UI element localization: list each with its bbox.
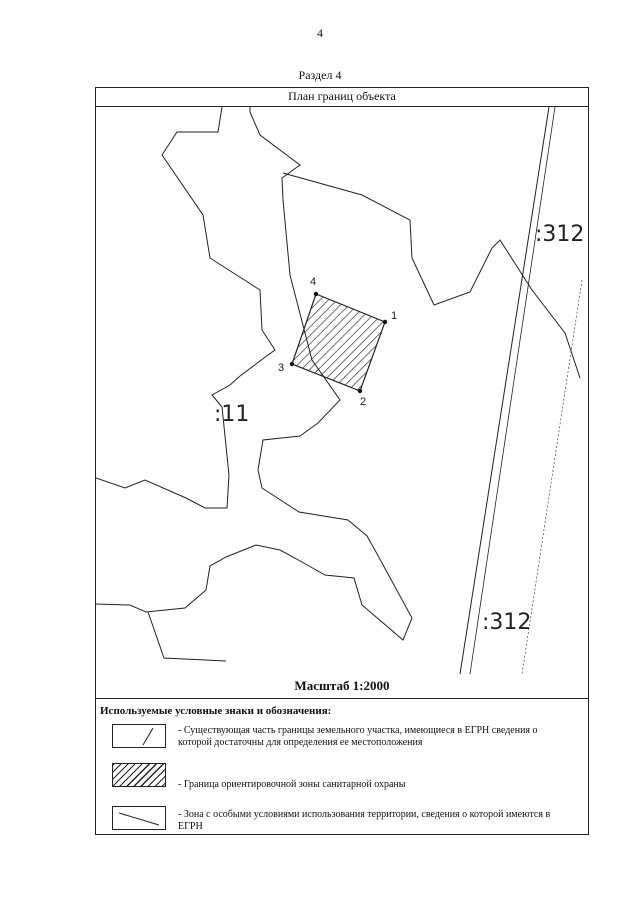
page-number: 4 bbox=[317, 26, 323, 40]
legend-title: Используемые условные знаки и обозначения: bbox=[100, 705, 332, 717]
legend-text-2: - Граница ориентировочной зоны санитарной охраны bbox=[178, 779, 406, 790]
legend-divider bbox=[95, 698, 589, 699]
vertex-point-2 bbox=[358, 389, 362, 393]
zone-line-1 bbox=[460, 107, 549, 674]
vertex-label-1: 1 bbox=[391, 310, 398, 322]
vertex-point-1 bbox=[383, 320, 387, 324]
boundary-map bbox=[96, 107, 588, 675]
zone-line-icon bbox=[113, 807, 165, 829]
parcel-label-312-upper: :312 bbox=[535, 222, 585, 247]
legend-line-swatch bbox=[112, 724, 166, 748]
vertex-label-2: 2 bbox=[360, 396, 367, 408]
vertex-label-4: 4 bbox=[310, 276, 317, 288]
vertex-point-4 bbox=[314, 292, 318, 296]
parcel-label-11: :11 bbox=[214, 402, 250, 427]
parcel-boundary-lower bbox=[148, 612, 226, 661]
legend-text-1: - Существующая часть границы земельного участка, имеющиеся в ЕГРН сведения о которой достаточны для определения ее местоположения bbox=[178, 725, 538, 748]
legend-zone-swatch bbox=[112, 806, 166, 830]
legend-hatch-swatch bbox=[112, 763, 166, 787]
vertex-label-3: 3 bbox=[278, 362, 285, 374]
diagonal-line-icon bbox=[113, 725, 165, 747]
parcel-11-boundary bbox=[96, 107, 275, 508]
parcel-label-312-lower: :312 bbox=[482, 610, 532, 635]
vertex-point-3 bbox=[290, 362, 294, 366]
zone-line-2 bbox=[470, 107, 555, 674]
hatched-object bbox=[292, 294, 385, 391]
map-scale: Масштаб 1:2000 bbox=[294, 678, 390, 693]
section-title: Раздел 4 bbox=[298, 68, 342, 82]
legend-text-3: - Зона с особыми условиями использования территории, сведения о которой имеются в ЕГРН bbox=[178, 809, 551, 832]
plan-header: План границ объекта bbox=[95, 87, 589, 107]
